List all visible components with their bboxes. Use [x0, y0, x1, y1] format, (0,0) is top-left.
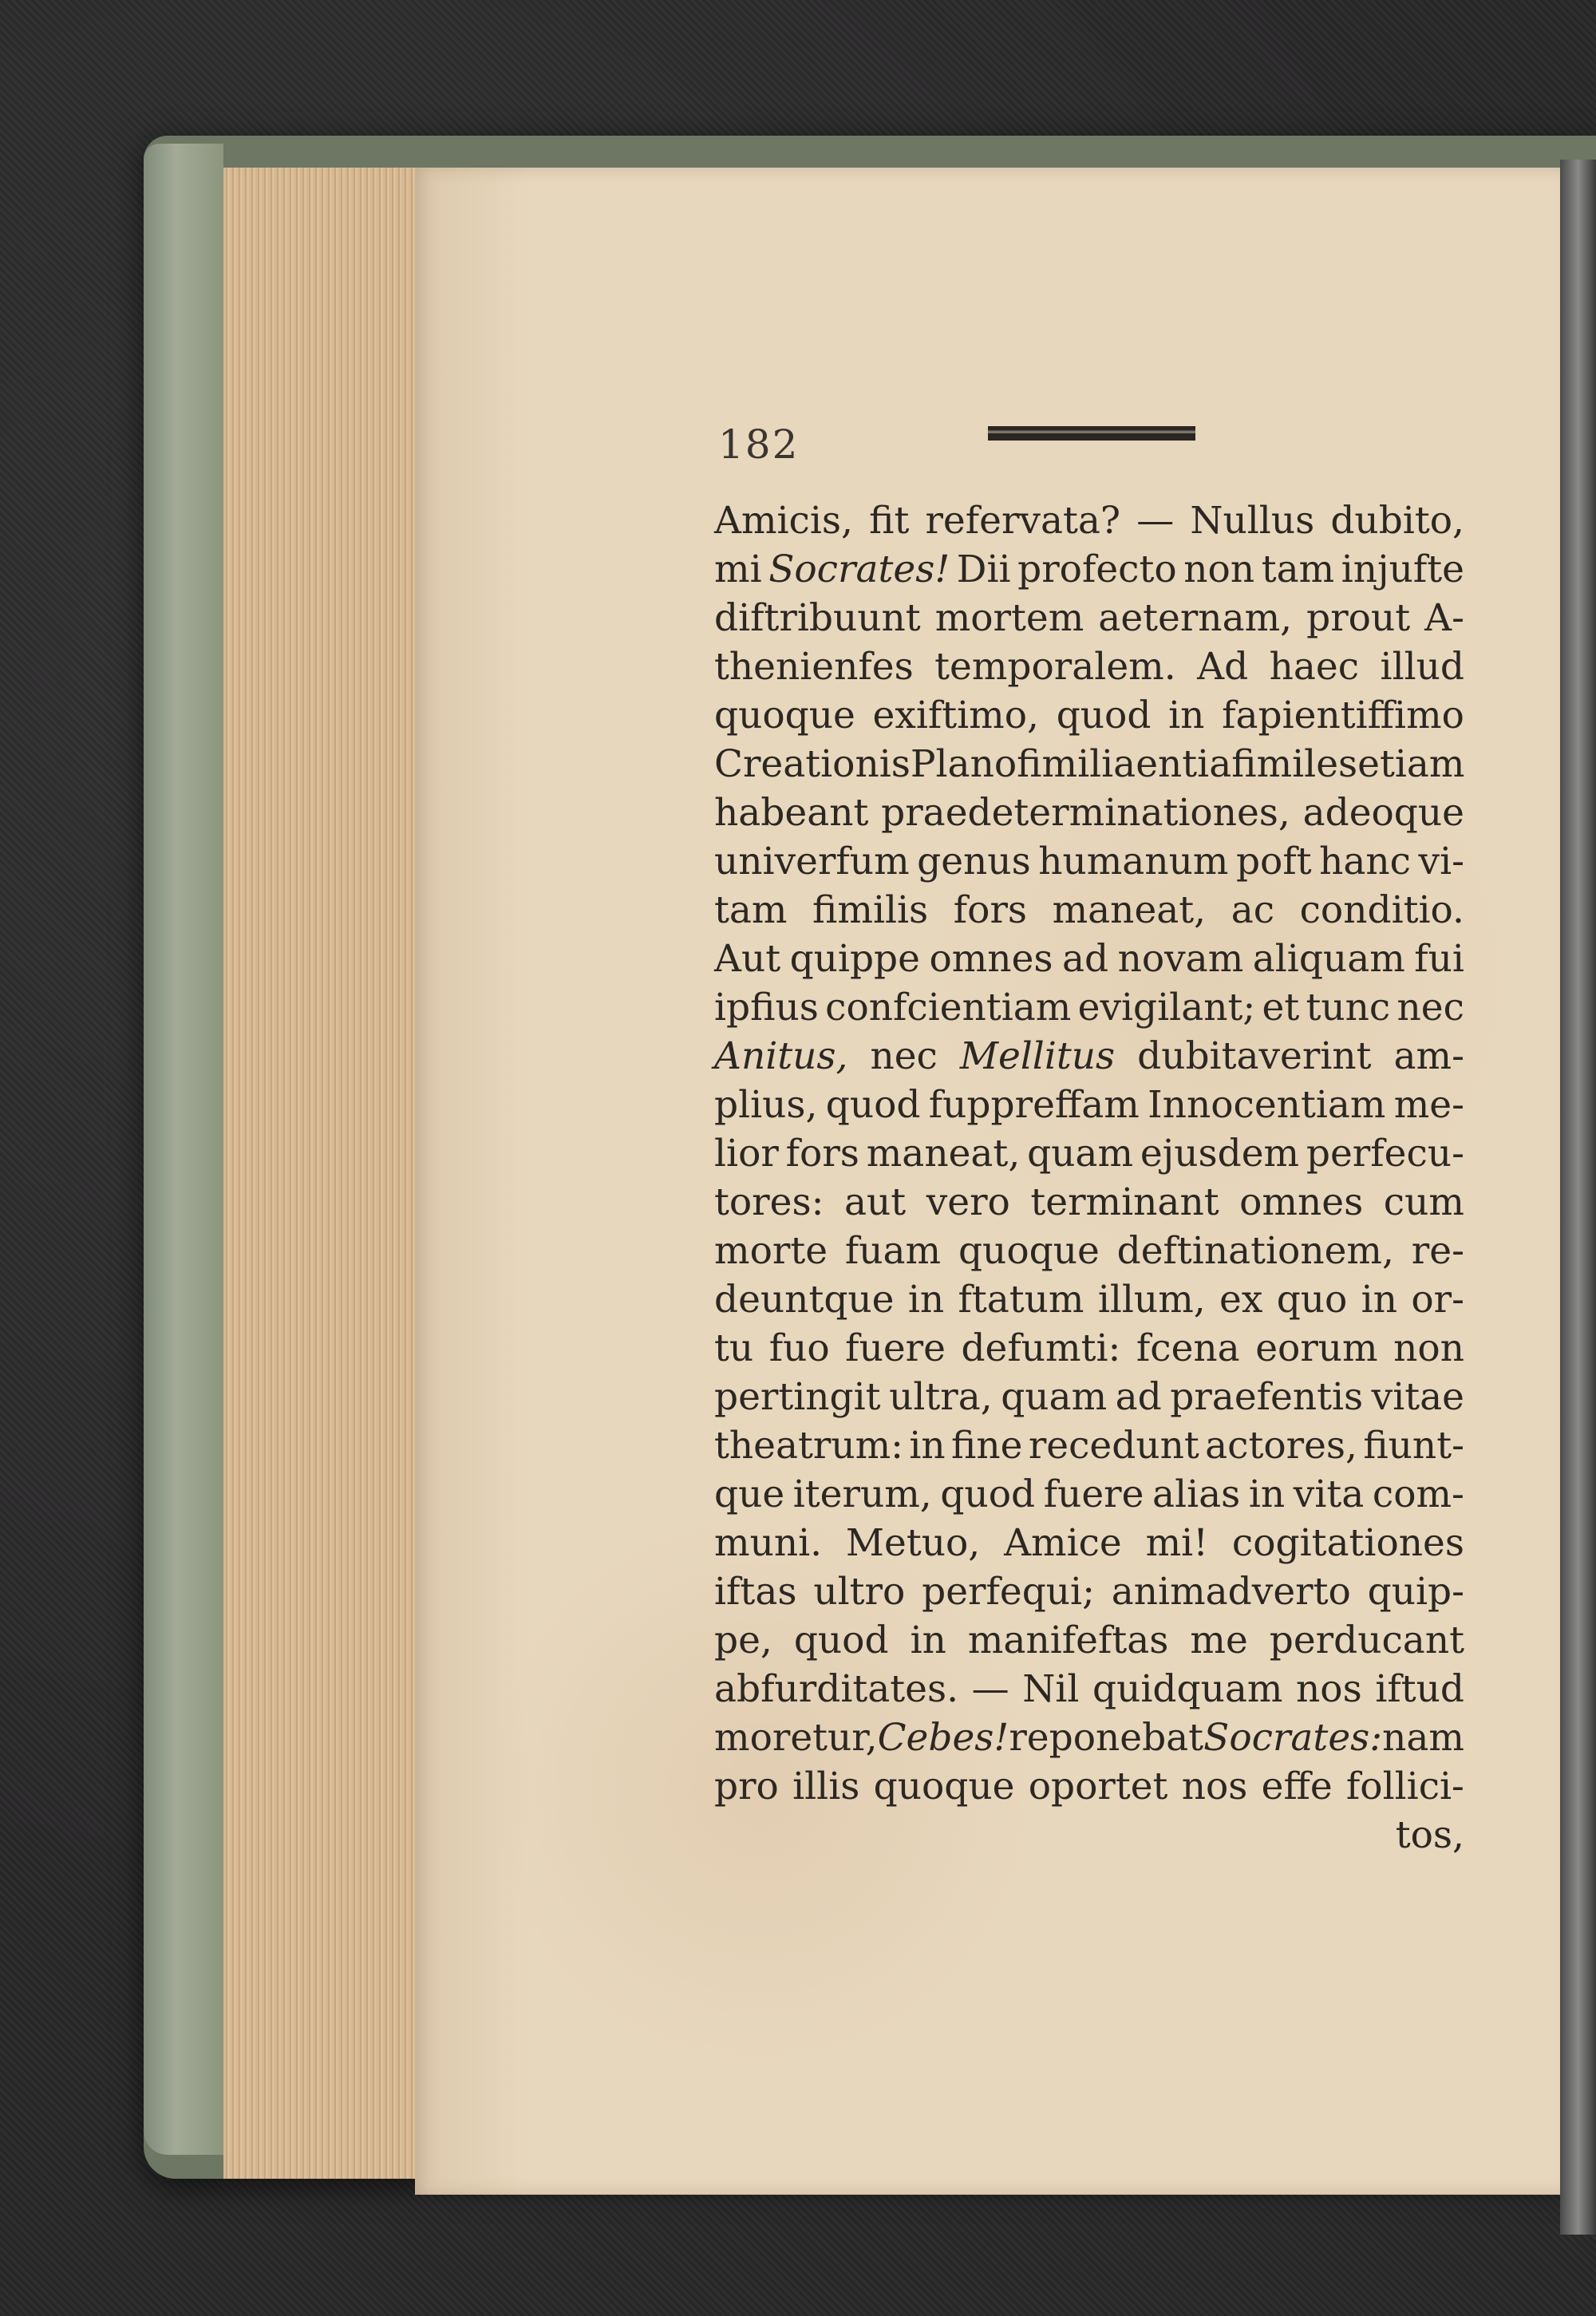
- text-line: mi Socrates! Dii profecto non tam injufte: [714, 547, 1464, 591]
- scanner-edge: [1560, 160, 1596, 2235]
- page-number: 182: [718, 421, 800, 468]
- text-line: que iterum, quod fuere alias in vita com-: [714, 1472, 1464, 1516]
- text-line: Creationis Plano fimilia entia fimiles etiam: [714, 742, 1465, 786]
- text-line: univerfum genus humanum poft hanc vi-: [714, 840, 1464, 883]
- text-line: deuntque in ftatum illum, ex quo in or-: [714, 1278, 1464, 1322]
- text-line: ipfius confcientiam evigilant; et tunc nec: [714, 986, 1464, 1030]
- text-line: plius, quod fuppreffam Innocentiam me-: [714, 1083, 1464, 1127]
- text-line: pertingit ultra, quam ad praefentis vitae: [714, 1375, 1464, 1419]
- header-rule: [988, 426, 1195, 441]
- text-line: lior fors maneat, quam ejusdem perfecu-: [714, 1132, 1464, 1176]
- text-line: tu fuo fuere defumti: fcena eorum non: [714, 1326, 1464, 1370]
- text-line: pro illis quoque oportet nos effe follici-: [714, 1765, 1464, 1808]
- text-line: theatrum: in fine recedunt actores, fiunt-: [714, 1424, 1464, 1468]
- text-line: Aut quippe omnes ad novam aliquam fui: [714, 937, 1464, 981]
- text-line: abfurditates. — Nil quidquam nos iftud: [714, 1667, 1464, 1711]
- text-line: tores: aut vero terminant omnes cum: [714, 1180, 1464, 1224]
- text-line: morte fuam quoque deftinationem, re-: [714, 1229, 1464, 1273]
- catchword: tos,: [1395, 1813, 1464, 1857]
- text-line: diftribuunt mortem aeternam, prout A-: [714, 596, 1464, 640]
- page-edges: [223, 168, 447, 2179]
- text-line: pe, quod in manifeftas me perducant: [714, 1618, 1464, 1662]
- text-line: Anitus, nec Mellitus dubitaverint am-: [714, 1034, 1464, 1078]
- text-line: Amicis, fit refervata? — Nullus dubito,: [714, 499, 1464, 543]
- text-line: muni. Metuo, Amice mi! cogitationes: [714, 1521, 1464, 1565]
- text-line: quoque exiftimo, quod in fapientiffimo: [714, 694, 1464, 737]
- text-line: thenienfes temporalem. Ad haec illud: [714, 645, 1464, 689]
- body-text: [714, 496, 1464, 1860]
- book-spine-edge: [144, 144, 223, 2155]
- text-line: iftas ultro perfequi; animadverto quip-: [714, 1570, 1464, 1614]
- text-line: moretur, Cebes! reponebat Socrates: nam: [714, 1716, 1464, 1760]
- text-line: habeant praedeterminationes, adeoque: [714, 791, 1464, 835]
- text-line: tam fimilis fors maneat, ac conditio.: [714, 888, 1464, 932]
